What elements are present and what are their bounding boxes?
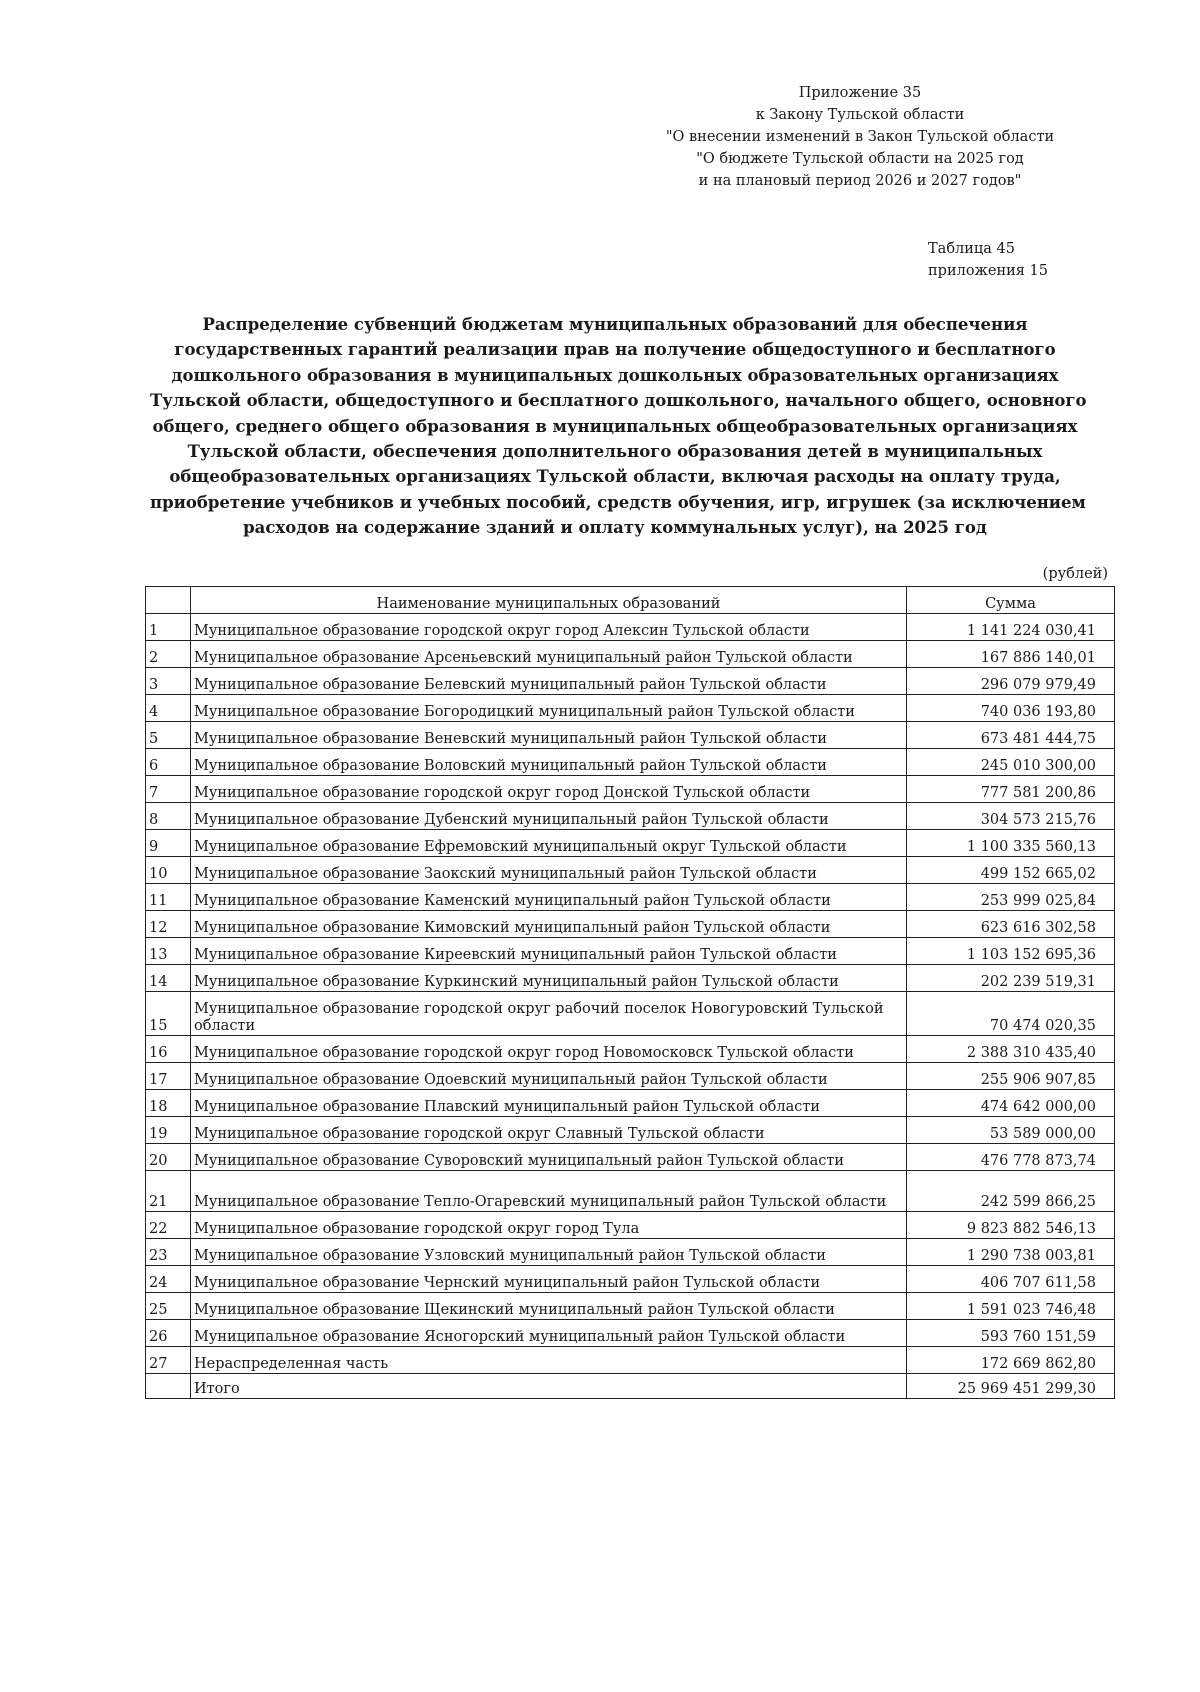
row-name-cell: Муниципальное образование Киреевский муниципальный район Тульской области xyxy=(191,938,907,965)
row-name-cell: Муниципальное образование Чернский муниципальный район Тульской области xyxy=(191,1266,907,1293)
row-num-cell: 23 xyxy=(146,1239,191,1266)
row-sum-cell: 476 778 873,74 xyxy=(907,1144,1115,1171)
row-sum-cell: 1 141 224 030,41 xyxy=(907,614,1115,641)
row-num-cell: 26 xyxy=(146,1320,191,1347)
row-num-cell: 18 xyxy=(146,1090,191,1117)
row-num-cell: 25 xyxy=(146,1293,191,1320)
row-sum-cell: 9 823 882 546,13 xyxy=(907,1212,1115,1239)
table-row xyxy=(146,1036,1115,1063)
row-sum-cell: 2 388 310 435,40 xyxy=(907,1036,1115,1063)
appendix-line: к Закону Тульской области xyxy=(755,107,965,123)
table-row xyxy=(146,1239,1115,1266)
row-name-cell: Муниципальное образование городской округ город Алексин Тульской области xyxy=(191,614,907,641)
row-num-cell: 22 xyxy=(146,1212,191,1239)
row-sum-cell: 1 103 152 695,36 xyxy=(907,938,1115,965)
table-row xyxy=(146,722,1115,749)
table-row xyxy=(146,614,1115,641)
row-num-cell: 8 xyxy=(146,803,191,830)
table-row xyxy=(146,1063,1115,1090)
row-name-cell: Муниципальное образование городской округ город Тула xyxy=(191,1212,907,1239)
table-row xyxy=(146,1171,1115,1212)
total-name-cell: Итого xyxy=(191,1374,907,1399)
row-sum-cell: 1 591 023 746,48 xyxy=(907,1293,1115,1320)
row-num-cell: 4 xyxy=(146,695,191,722)
table-reference xyxy=(928,238,1048,282)
row-num-cell: 24 xyxy=(146,1266,191,1293)
table-row xyxy=(146,965,1115,992)
total-num-cell xyxy=(146,1374,191,1399)
table-row xyxy=(146,695,1115,722)
row-sum-cell: 53 589 000,00 xyxy=(907,1117,1115,1144)
title-line: Тульской области, обеспечения дополнительного образования детей в муниципальных xyxy=(187,442,1043,462)
table-row xyxy=(146,668,1115,695)
row-sum-cell: 1 100 335 560,13 xyxy=(907,830,1115,857)
table-row xyxy=(146,803,1115,830)
row-name-cell: Муниципальное образование Арсеньевский муниципальный район Тульской области xyxy=(191,641,907,668)
header-name-cell: Наименование муниципальных образований xyxy=(191,587,907,614)
row-num-cell: 20 xyxy=(146,1144,191,1171)
row-name-cell: Муниципальное образование городской округ город Донской Тульской области xyxy=(191,776,907,803)
row-name-cell: Муниципальное образование Богородицкий муниципальный район Тульской области xyxy=(191,695,907,722)
row-name-cell: Муниципальное образование городской округ Славный Тульской области xyxy=(191,1117,907,1144)
row-sum-cell: 296 079 979,49 xyxy=(907,668,1115,695)
row-name-cell: Муниципальное образование Тепло-Огаревский муниципальный район Тульской области xyxy=(191,1171,907,1212)
table-row xyxy=(146,1117,1115,1144)
row-sum-cell: 202 239 519,31 xyxy=(907,965,1115,992)
table-row xyxy=(146,884,1115,911)
row-name-cell: Муниципальное образование Одоевский муниципальный район Тульской области xyxy=(191,1063,907,1090)
row-name-cell: Муниципальное образование Заокский муниципальный район Тульской области xyxy=(191,857,907,884)
appendix-line: Приложение 35 xyxy=(798,85,922,101)
row-sum-cell: 593 760 151,59 xyxy=(907,1320,1115,1347)
table-row xyxy=(146,911,1115,938)
table-row xyxy=(146,641,1115,668)
row-name-cell: Муниципальное образование Суворовский муниципальный район Тульской области xyxy=(191,1144,907,1171)
row-sum-cell: 167 886 140,01 xyxy=(907,641,1115,668)
title-line: государственных гарантий реализации прав на получение общедоступного и бесплатного xyxy=(174,340,1056,360)
row-name-cell: Муниципальное образование городской округ рабочий поселок Новогуровский Тульской области xyxy=(191,992,907,1036)
unit-label: (рублей) xyxy=(1042,566,1108,582)
row-num-cell: 14 xyxy=(146,965,191,992)
row-name-cell: Муниципальное образование Плавский муниципальный район Тульской области xyxy=(191,1090,907,1117)
row-name-cell: Муниципальное образование Каменский муниципальный район Тульской области xyxy=(191,884,907,911)
row-sum-cell: 499 152 665,02 xyxy=(907,857,1115,884)
header-sum-cell: Сумма xyxy=(907,587,1115,614)
row-num-cell: 13 xyxy=(146,938,191,965)
row-num-cell: 9 xyxy=(146,830,191,857)
row-num-cell: 11 xyxy=(146,884,191,911)
table-header-row xyxy=(146,587,1115,614)
row-num-cell: 15 xyxy=(146,992,191,1036)
row-sum-cell: 406 707 611,58 xyxy=(907,1266,1115,1293)
row-name-cell: Муниципальное образование Ефремовский муниципальный округ Тульской области xyxy=(191,830,907,857)
title-line: Тульской области, общедоступного и бесплатного дошкольного, начального общего, основного xyxy=(150,391,1087,411)
row-sum-cell: 474 642 000,00 xyxy=(907,1090,1115,1117)
title-line: расходов на содержание зданий и оплату коммунальных услуг), на 2025 год xyxy=(243,518,987,538)
row-sum-cell: 777 581 200,86 xyxy=(907,776,1115,803)
appendix-header xyxy=(660,82,1060,192)
row-num-cell: 6 xyxy=(146,749,191,776)
table-row xyxy=(146,1090,1115,1117)
title-line: дошкольного образования в муниципальных дошкольных образовательных организациях xyxy=(171,365,1059,385)
table-reference-line: приложения 15 xyxy=(928,263,1049,279)
document-title xyxy=(150,312,1087,541)
table-row xyxy=(146,776,1115,803)
row-sum-cell: 242 599 866,25 xyxy=(907,1171,1115,1212)
row-name-cell: Муниципальное образование Щекинский муниципальный район Тульской области xyxy=(191,1293,907,1320)
row-sum-cell: 172 669 862,80 xyxy=(907,1347,1115,1374)
row-sum-cell: 740 036 193,80 xyxy=(907,695,1115,722)
row-name-cell: Муниципальное образование Веневский муниципальный район Тульской области xyxy=(191,722,907,749)
table-reference-line: Таблица 45 xyxy=(928,241,1015,257)
row-num-cell: 7 xyxy=(146,776,191,803)
table-row xyxy=(146,938,1115,965)
row-name-cell: Муниципальное образование Ясногорский муниципальный район Тульской области xyxy=(191,1320,907,1347)
row-name-cell: Муниципальное образование городской округ город Новомосковск Тульской области xyxy=(191,1036,907,1063)
table-row xyxy=(146,1293,1115,1320)
row-num-cell: 1 xyxy=(146,614,191,641)
header-num-cell xyxy=(146,587,191,614)
row-sum-cell: 255 906 907,85 xyxy=(907,1063,1115,1090)
table-row xyxy=(146,1212,1115,1239)
title-line: Распределение субвенций бюджетам муниципальных образований для обеспечения xyxy=(202,315,1028,334)
table-row xyxy=(146,1347,1115,1374)
row-sum-cell: 70 474 020,35 xyxy=(907,992,1115,1036)
row-num-cell: 16 xyxy=(146,1036,191,1063)
table-row xyxy=(146,1320,1115,1347)
appendix-line: и на плановый период 2026 и 2027 годов" xyxy=(698,173,1022,189)
row-sum-cell: 253 999 025,84 xyxy=(907,884,1115,911)
row-name-cell: Муниципальное образование Куркинский муниципальный район Тульской области xyxy=(191,965,907,992)
title-line: приобретение учебников и учебных пособий, средств обучения, игр, игрушек (за исключением xyxy=(150,492,1086,512)
row-name-cell: Муниципальное образование Дубенский муниципальный район Тульской области xyxy=(191,803,907,830)
table-row xyxy=(146,830,1115,857)
title-line: общеобразовательных организациях Тульской области, включая расходы на оплату труда, xyxy=(169,467,1061,487)
row-num-cell: 17 xyxy=(146,1063,191,1090)
row-num-cell: 2 xyxy=(146,641,191,668)
row-num-cell: 10 xyxy=(146,857,191,884)
row-name-cell: Муниципальное образование Кимовский муниципальный район Тульской области xyxy=(191,911,907,938)
appendix-line: "О внесении изменений в Закон Тульской области xyxy=(665,129,1055,145)
row-num-cell: 27 xyxy=(146,1347,191,1374)
table-row xyxy=(146,992,1115,1036)
row-name-cell: Нераспределенная часть xyxy=(191,1347,907,1374)
appendix-line: "О бюджете Тульской области на 2025 год xyxy=(696,151,1024,167)
table-total-row xyxy=(146,1374,1115,1399)
table-row xyxy=(146,1266,1115,1293)
title-line: общего, среднего общего образования в муниципальных общеобразовательных организациях xyxy=(152,416,1078,436)
subvention-table xyxy=(145,586,1115,1399)
row-num-cell: 19 xyxy=(146,1117,191,1144)
row-name-cell: Муниципальное образование Белевский муниципальный район Тульской области xyxy=(191,668,907,695)
row-sum-cell: 673 481 444,75 xyxy=(907,722,1115,749)
row-num-cell: 5 xyxy=(146,722,191,749)
row-sum-cell: 245 010 300,00 xyxy=(907,749,1115,776)
row-name-cell: Муниципальное образование Воловский муниципальный район Тульской области xyxy=(191,749,907,776)
row-sum-cell: 1 290 738 003,81 xyxy=(907,1239,1115,1266)
total-sum-cell: 25 969 451 299,30 xyxy=(907,1374,1115,1399)
table-row xyxy=(146,857,1115,884)
table-row xyxy=(146,749,1115,776)
row-num-cell: 3 xyxy=(146,668,191,695)
row-num-cell: 21 xyxy=(146,1171,191,1212)
row-sum-cell: 623 616 302,58 xyxy=(907,911,1115,938)
row-name-cell: Муниципальное образование Узловский муниципальный район Тульской области xyxy=(191,1239,907,1266)
table-row xyxy=(146,1144,1115,1171)
row-num-cell: 12 xyxy=(146,911,191,938)
row-sum-cell: 304 573 215,76 xyxy=(907,803,1115,830)
